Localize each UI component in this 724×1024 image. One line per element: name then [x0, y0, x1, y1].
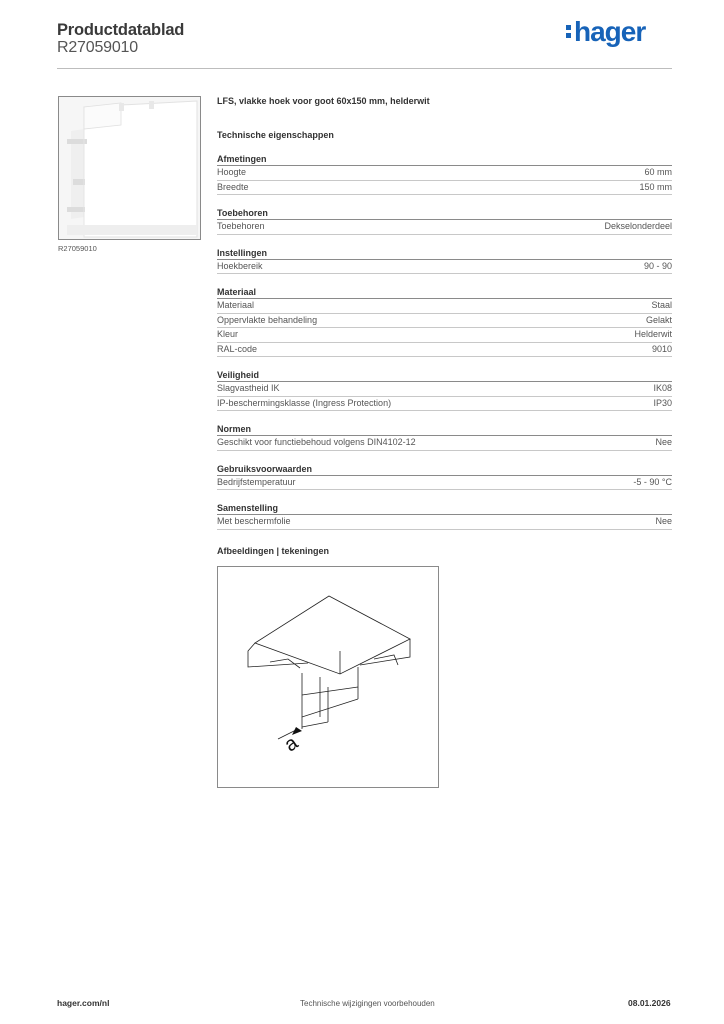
spec-row — [217, 436, 672, 451]
spec-label: Geschikt voor functiebehoud volgens DIN4102-12 — [217, 437, 416, 447]
drawings-title: Afbeeldingen | tekeningen — [217, 546, 330, 556]
spec-label: Hoogte — [217, 167, 247, 177]
logo-dots-icon — [566, 22, 572, 42]
logo-text: hager — [574, 16, 646, 47]
spec-row — [217, 397, 672, 412]
spec-section — [217, 154, 672, 195]
spec-value: IK08 — [653, 383, 672, 393]
spec-label: Bedrijfstemperatuur — [217, 476, 296, 487]
footer-notice: Technische wijzigingen voorbehouden — [300, 999, 435, 1008]
spec-label: RAL-code — [217, 343, 258, 354]
spec-label: IP-beschermingsklasse (Ingress Protection) — [217, 397, 392, 408]
tech-properties-title: Technische eigenschappen — [217, 130, 334, 140]
spec-label: Oppervlakte behandeling — [217, 314, 318, 325]
product-description: LFS, vlakke hoek voor goot 60x150 mm, helderwit — [217, 96, 430, 106]
spec-value: 60 mm — [644, 167, 672, 177]
spec-row — [217, 260, 672, 275]
spec-label: Met beschermfolie — [217, 516, 291, 526]
spec-row — [217, 476, 672, 491]
section-title: Veiligheid — [217, 370, 672, 382]
spec-section — [217, 424, 672, 451]
spec-section — [217, 503, 672, 530]
hager-logo — [566, 16, 645, 48]
spec-value: IP30 — [653, 397, 672, 408]
spec-row — [217, 181, 672, 196]
spec-section — [217, 370, 672, 411]
product-photo-image — [59, 97, 200, 239]
spec-row — [217, 220, 672, 235]
footer-url[interactable]: hager.com/nl — [57, 998, 110, 1008]
section-title: Samenstelling — [217, 503, 672, 515]
spec-label: Toebehoren — [217, 221, 265, 231]
spec-row — [217, 328, 672, 343]
product-photo — [58, 96, 201, 240]
section-title: Gebruiksvoorwaarden — [217, 464, 672, 476]
spec-section — [217, 464, 672, 491]
footer-date: 08.01.2026 — [628, 998, 671, 1008]
section-title: Materiaal — [217, 287, 672, 299]
spec-value: Helderwit — [634, 329, 672, 339]
spec-value: 90 - 90 — [643, 260, 672, 271]
spec-row — [217, 343, 672, 358]
photo-caption: R27059010 — [58, 244, 97, 253]
spec-row — [217, 382, 672, 397]
spec-value: -5 - 90 °C — [633, 476, 672, 487]
section-title: Afmetingen — [217, 154, 672, 166]
spec-label: Materiaal — [217, 300, 255, 310]
spec-value: Staal — [651, 300, 672, 310]
page-title: Productdatablad — [57, 21, 185, 39]
spec-value: 150 mm — [639, 181, 672, 192]
technical-drawing-svg — [218, 567, 438, 787]
spec-content — [217, 96, 672, 530]
spec-value: Nee — [655, 437, 672, 447]
spec-row — [217, 166, 672, 181]
section-title: Normen — [217, 424, 672, 436]
spec-label: Breedte — [217, 181, 249, 192]
product-code: R27059010 — [57, 39, 138, 56]
spec-row — [217, 314, 672, 329]
spec-sections — [217, 154, 672, 530]
section-title: Toebehoren — [217, 208, 672, 220]
spec-section — [217, 248, 672, 275]
spec-value: 9010 — [651, 343, 672, 354]
spec-section — [217, 287, 672, 357]
spec-value: Gelakt — [645, 314, 672, 325]
section-title: Instellingen — [217, 248, 672, 260]
spec-value: Nee — [655, 516, 672, 526]
technical-drawing — [217, 566, 439, 788]
spec-row — [217, 299, 672, 314]
header-divider — [57, 68, 672, 69]
spec-label: Hoekbereik — [217, 260, 263, 271]
dimension-label: a — [280, 731, 303, 757]
spec-row — [217, 515, 672, 530]
spec-section — [217, 208, 672, 235]
spec-label: Kleur — [217, 329, 239, 339]
spec-label: Slagvastheid IK — [217, 383, 280, 393]
spec-value: Dekselonderdeel — [604, 221, 672, 231]
